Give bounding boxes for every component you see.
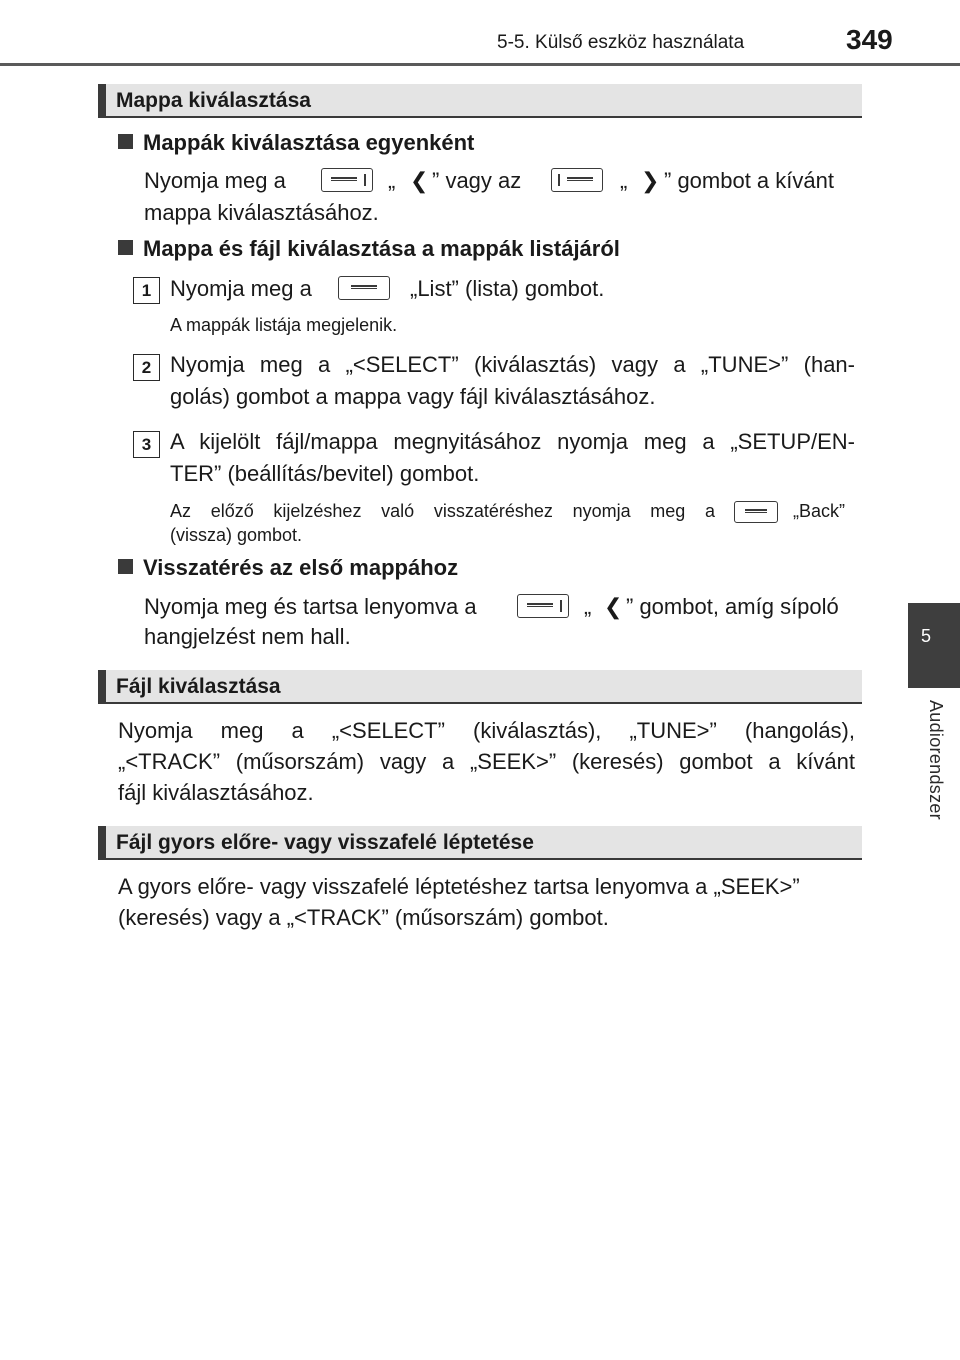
step-number: 2 <box>133 354 160 381</box>
text: TER” (beállítás/bevitel) gombot. <box>170 461 480 486</box>
text: golás) gombot a mappa vagy fájl kiválasztásához. <box>170 384 656 409</box>
text: (keresés) vagy a „<TRACK” (műsorszám) gombot. <box>118 905 609 930</box>
text: Nyomja meg a „<SELECT” (kiválasztás), „TUNE>” (hangolás), <box>118 718 855 743</box>
text: Nyomja meg és tartsa lenyomva a <box>144 594 477 619</box>
chevron-right-icon: ❯ <box>641 168 660 193</box>
section-header-fast-forward-rewind <box>98 826 862 860</box>
text: A gyors előre- vagy visszafelé léptetéshez tartsa lenyomva a „SEEK>” <box>118 874 800 899</box>
square-bullet-icon <box>118 240 133 255</box>
text: ” vagy az <box>432 168 522 193</box>
step-number: 3 <box>133 431 160 458</box>
note-text: A mappák listája megjelenik. <box>170 315 398 335</box>
square-bullet-icon <box>118 559 133 574</box>
section-header-folder-select <box>98 84 862 118</box>
text: ” gombot, amíg sípoló <box>626 594 839 619</box>
note-text: (vissza) gombot. <box>170 525 303 545</box>
text: hangjelzést nem hall. <box>144 624 351 649</box>
folder-down-button-icon <box>517 594 569 618</box>
note-text: Az előző kijelzéshez való visszatéréshez nyomja meg a <box>170 501 715 521</box>
note-text: „Back” <box>793 501 846 521</box>
text: mappa kiválasztásához. <box>144 200 379 225</box>
subheading-folder-file-list: Mappa és fájl kiválasztása a mappák listájáról <box>118 236 620 262</box>
text: Nyomja meg a <box>144 168 286 193</box>
list-button-icon <box>338 276 390 300</box>
text: ” gombot a kívánt <box>664 168 834 193</box>
subheading-return-first-folder: Visszatérés az első mappához <box>118 555 458 581</box>
chevron-left-icon: ❮ <box>604 594 623 619</box>
running-header-section: 5-5. Külső eszköz használata <box>497 32 745 53</box>
folder-up-button-icon <box>551 168 603 192</box>
section-header-file-select <box>98 670 862 704</box>
subheading-folders-one-by-one: Mappák kiválasztása egyenként <box>118 130 474 156</box>
step-number: 1 <box>133 277 160 304</box>
text: „ <box>388 168 396 193</box>
chevron-left-icon: ❮ <box>410 168 429 193</box>
page-number: 349 <box>846 24 893 55</box>
chapter-number: 5 <box>920 626 931 646</box>
text: Nyomja meg a <box>170 276 312 301</box>
square-bullet-icon <box>118 134 133 149</box>
text: Nyomja meg a „<SELECT” (kiválasztás) vagy a „TUNE>” (han- <box>170 352 855 377</box>
chapter-label: Audiorendszer <box>926 700 946 820</box>
text: „List” (lista) gombot. <box>410 276 605 301</box>
back-button-icon <box>734 501 778 523</box>
text: „ <box>620 168 628 193</box>
text: A kijelölt fájl/mappa megnyitásához nyomja meg a „SETUP/EN- <box>170 429 855 454</box>
text: fájl kiválasztásához. <box>118 780 314 805</box>
section-title: Fájl kiválasztása <box>116 675 281 698</box>
text: „<TRACK” (műsorszám) vagy a „SEEK>” (keresés) gombot a kívánt <box>118 749 855 774</box>
section-title: Mappa kiválasztása <box>116 89 311 112</box>
section-title: Fájl gyors előre- vagy visszafelé léptetése <box>116 831 534 854</box>
text: „ <box>584 594 592 619</box>
folder-down-button-icon <box>321 168 373 192</box>
header-rule <box>0 63 960 66</box>
